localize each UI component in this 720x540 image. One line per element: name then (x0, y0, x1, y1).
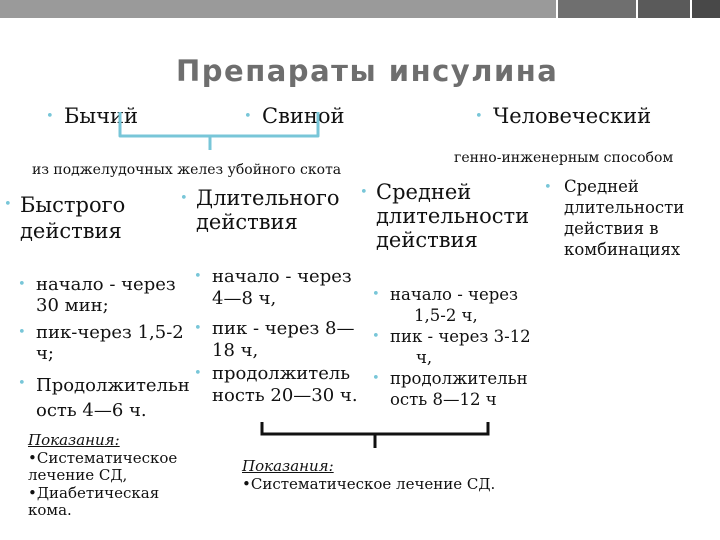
type-combo-label (564, 176, 684, 260)
bullet-icon: • (18, 325, 26, 340)
rapid-prop-onset-text (36, 274, 176, 316)
indication-line: лечение СД, (28, 466, 128, 484)
type-long-line: действия (196, 210, 298, 234)
source-human-label: Человеческий (493, 104, 652, 128)
indication-line: •Систематическое (28, 448, 178, 467)
bullet-icon: • (180, 191, 188, 206)
prop-line: начало - через (36, 274, 176, 295)
prop-line: 1,5-2 ч, (414, 306, 478, 325)
indications-left-heading: Показания: (28, 431, 120, 449)
type-rapid-label (20, 192, 125, 244)
bullet-icon: • (194, 366, 202, 381)
prop-line: продолжитель (212, 363, 351, 384)
bullet-icon: • (46, 109, 54, 124)
prop-line: 18 ч, (212, 340, 259, 361)
type-medium-line: действия (376, 228, 478, 252)
type-combo-line: Средней (564, 177, 639, 196)
bar-segment-2 (558, 0, 636, 18)
prop-line: начало - через (212, 266, 352, 287)
prop-line: 30 мин; (36, 295, 109, 316)
long-prop-onset-text (212, 266, 352, 310)
prop-line: 4—8 ч, (212, 288, 277, 309)
indications-right (242, 458, 495, 493)
indication-line: •Диабетическая (28, 483, 160, 502)
prop-line: начало - через (390, 285, 519, 304)
bullet-icon: • (4, 197, 12, 212)
top-decorative-bar (0, 0, 720, 18)
source-bovine-label: Бычий (64, 104, 139, 128)
bullet-icon: • (475, 109, 483, 124)
type-long-label (196, 186, 340, 234)
indications-right-heading: Показания: (242, 457, 334, 475)
type-long-line: Длительного (196, 186, 340, 210)
type-rapid-line: действия (20, 219, 122, 243)
type-medium-line: длительности (376, 204, 530, 228)
human-source-note: генно-инженерным способом (454, 150, 674, 166)
bullet-icon: • (18, 277, 26, 292)
type-medium-label (376, 180, 529, 252)
prop-line: ость 4—6 ч. (36, 400, 147, 421)
bullet-icon: • (372, 371, 380, 386)
rapid-prop-duration-text (36, 373, 190, 423)
bullet-icon: • (360, 185, 368, 200)
long-prop-peak-text (212, 318, 355, 362)
bullet-icon: • (194, 321, 202, 336)
prop-line: ч, (416, 348, 433, 367)
indications-left (28, 432, 177, 520)
medium-prop-duration-text (390, 368, 528, 410)
prop-line: ч; (36, 343, 54, 364)
prop-line: Продолжительн (36, 375, 190, 396)
type-combo-line: длительности (564, 198, 685, 217)
bullet-icon: • (372, 329, 380, 344)
type-medium-line: Средней (376, 180, 472, 204)
type-rapid-line: Быстрого (20, 193, 126, 217)
source-porcine-label: Свиной (262, 104, 345, 128)
type-combo-line: действия в (564, 219, 659, 238)
medium-prop-onset-text (390, 284, 518, 326)
long-prop-duration-text (212, 363, 358, 407)
bar-segment-4 (692, 0, 720, 18)
prop-line: продолжительн (390, 369, 528, 388)
animal-source-note: из поджелудочных желез убойного скота (32, 162, 342, 178)
type-combo-line: комбинациях (564, 240, 681, 259)
bullet-icon: • (244, 109, 252, 124)
medium-prop-peak-text (390, 326, 531, 368)
bullet-icon: • (18, 376, 26, 391)
slide-title: Препараты инсулина (176, 54, 559, 88)
indication-line: кома. (28, 501, 72, 519)
bar-segment-1 (0, 0, 556, 18)
bullet-icon: • (544, 180, 552, 195)
prop-line: пик-через 1,5-2 (36, 322, 184, 343)
bullet-icon: • (372, 287, 380, 302)
rapid-prop-peak-text (36, 322, 184, 364)
bullet-icon: • (194, 269, 202, 284)
prop-line: пик - через 3-12 (390, 327, 531, 346)
bar-segment-3 (638, 0, 690, 18)
prop-line: ность 20—30 ч. (212, 385, 358, 406)
prop-line: ость 8—12 ч (390, 390, 497, 409)
indication-line: •Систематическое лечение СД. (242, 474, 496, 493)
prop-line: пик - через 8— (212, 318, 355, 339)
